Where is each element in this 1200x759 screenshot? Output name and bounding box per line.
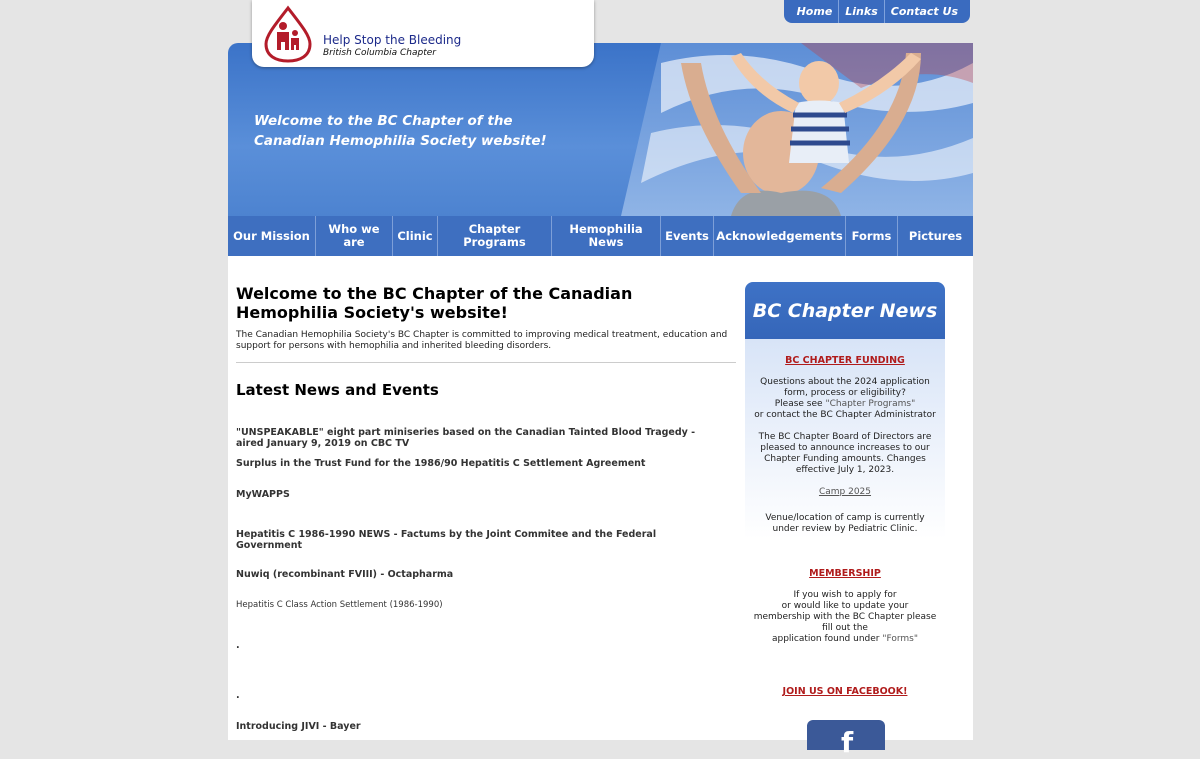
board-line-1: The BC Chapter Board of Directors are	[758, 432, 932, 442]
nav-acknowledgements[interactable]: Acknowledgements	[714, 216, 846, 256]
news-item[interactable]: Hepatitis C Class Action Settlement (1986-1990)	[236, 600, 443, 610]
forms-link[interactable]: "Forms"	[882, 634, 919, 644]
funding-line-1: Questions about the 2024 application	[760, 377, 930, 387]
content-area	[228, 256, 973, 759]
board-line-2: pleased to announce increases to our	[760, 443, 930, 453]
membership-line-4: fill out the	[822, 623, 868, 633]
camp-line-1: Venue/location of camp is currently	[765, 513, 925, 523]
nav-our-mission[interactable]: Our Mission	[228, 216, 316, 256]
top-nav	[784, 0, 970, 23]
divider	[236, 362, 736, 363]
membership-link[interactable]: MEMBERSHIP	[809, 568, 881, 579]
news-item[interactable]: MyWAPPS	[236, 489, 290, 500]
board-line-3: Chapter Funding amounts. Changes	[764, 454, 926, 464]
membership-line-1: If you wish to apply for	[793, 590, 897, 600]
chapter-programs-link[interactable]: "Chapter Programs"	[825, 399, 916, 409]
funding-link[interactable]: BC CHAPTER FUNDING	[785, 355, 905, 366]
funding-line-4: or contact the BC Chapter Administrator	[754, 410, 936, 420]
main-column	[236, 284, 736, 399]
topnav-links[interactable]: Links	[838, 0, 883, 23]
news-item[interactable]: .	[236, 690, 240, 701]
nav-pictures[interactable]: Pictures	[908, 228, 963, 243]
camp-link[interactable]: Camp 2025	[818, 487, 872, 497]
membership-line-2: or would like to update your	[781, 601, 909, 611]
camp-row	[745, 487, 945, 498]
latest-news-heading: Latest News and Events	[236, 381, 439, 399]
nav-clinic[interactable]: Clinic	[393, 216, 438, 256]
membership-line-5	[745, 634, 945, 645]
page	[228, 0, 973, 759]
logo-box[interactable]	[252, 0, 594, 67]
intro-paragraph: The Canadian Hemophilia Society's BC Chapter is committed to improving medical treatment, education and support for persons with hemophilia and inherited bleeding disorders.	[236, 330, 728, 351]
nav-hemophilia-news[interactable]: Hemophilia News	[552, 216, 661, 256]
logo-title: Help Stop the Bleeding	[323, 33, 462, 47]
news-item[interactable]: "UNSPEAKABLE" eight part miniseries based on the Canadian Tainted Blood Tragedy - aired January 9, 2019 on CBC TV	[236, 427, 696, 449]
nav-forms[interactable]: Forms	[846, 216, 898, 256]
main-nav	[228, 216, 973, 256]
facebook-link[interactable]: JOIN US ON FACEBOOK!	[782, 686, 908, 697]
nav-events[interactable]: Events	[661, 216, 714, 256]
page-title: Welcome to the BC Chapter of the Canadian Hemophilia Society's website!	[236, 284, 633, 322]
welcome-text	[254, 111, 547, 151]
topnav-home[interactable]: Home	[796, 5, 833, 18]
news-item[interactable]: Surplus in the Trust Fund for the 1986/90 Hepatitis C Settlement Agreement	[236, 458, 646, 469]
news-item[interactable]: .	[236, 640, 240, 651]
welcome-line-1: Welcome to the BC Chapter of the	[254, 113, 513, 129]
logo-subtitle: British Columbia Chapter	[323, 48, 436, 58]
facebook-glyph: f	[841, 726, 854, 759]
nav-who-we-are[interactable]: Who we are	[316, 216, 393, 256]
funding-line-2: form, process or eligibility?	[784, 388, 906, 398]
news-item[interactable]: Hepatitis C 1986-1990 NEWS - Factums by the Joint Commitee and the Federal Government	[236, 529, 657, 551]
sidebar-title: BC Chapter News	[745, 282, 945, 339]
chapter-news-sidebar	[745, 282, 945, 759]
nav-chapter-programs[interactable]: Chapter Programs	[438, 216, 552, 256]
membership-line-3: membership with the BC Chapter please	[753, 612, 937, 622]
welcome-line-2: Canadian Hemophilia Society website!	[254, 133, 547, 149]
news-item[interactable]: Nuwiq (recombinant FVIII) - Octapharma	[236, 569, 454, 580]
facebook-icon[interactable]	[807, 720, 885, 759]
topnav-contact-us[interactable]: Contact Us	[884, 0, 970, 23]
header-photo	[621, 43, 973, 216]
header-banner	[228, 43, 973, 216]
camp-line-2: under review by Pediatric Clinic.	[772, 524, 918, 534]
membership-line-5-text: application found under	[771, 634, 880, 644]
funding-line-3	[745, 399, 945, 410]
board-line-4: effective July 1, 2023.	[795, 465, 895, 475]
funding-line-3-text: Please see	[774, 399, 823, 409]
news-item[interactable]: Introducing JIVI - Bayer	[236, 721, 361, 732]
logo-icon	[264, 6, 312, 62]
